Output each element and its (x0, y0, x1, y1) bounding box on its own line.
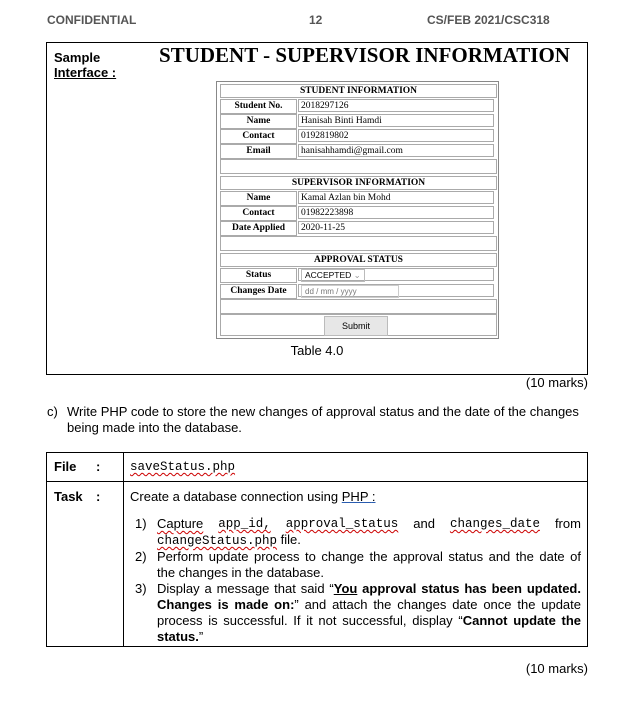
spacer-row (220, 159, 497, 174)
task-list (135, 516, 581, 645)
figure-title: STUDENT - SUPERVISOR INFORMATION (159, 43, 570, 67)
task-item-2: 2) Perform update process to change the approval status and the date of the changes in the database. (135, 549, 581, 580)
student-no-label: Student No. (220, 99, 297, 114)
student-contact-label: Contact (220, 129, 297, 144)
task-colon: : (96, 489, 101, 504)
file-colon: : (96, 459, 101, 474)
supervisor-name-value: Kamal Azlan bin Mohd (298, 191, 494, 204)
status-label: Status (220, 268, 297, 283)
page-number: 12 (309, 13, 323, 27)
file-name: saveStatus.php (130, 460, 236, 474)
marks-label-2: (10 marks) (525, 661, 588, 676)
question-text: Write PHP code to store the new changes of approval status and the date of the changes being made into the database. (67, 404, 579, 435)
task-intro: Create a database connection using PHP : (130, 489, 376, 504)
row-divider (47, 481, 587, 482)
student-supervisor-form (216, 81, 499, 339)
changes-date-label: Changes Date (220, 284, 297, 299)
student-name-label: Name (220, 114, 297, 129)
header-right: CS/FEB 2021/CSC318 (427, 13, 550, 27)
student-contact-value: 0192819802 (298, 129, 494, 142)
student-section-heading: STUDENT INFORMATION (220, 84, 497, 98)
chevron-down-icon: ⌄ (353, 270, 361, 280)
changes-date-cell (298, 284, 494, 297)
task-table (46, 452, 588, 647)
supervisor-section-heading: SUPERVISOR INFORMATION (220, 176, 497, 190)
date-applied-label: Date Applied (220, 221, 297, 236)
task-item-1: 1) Capture app_id, approval_status and changes_date from changeStatus.php file. (135, 516, 581, 548)
supervisor-contact-value: 01982223898 (298, 206, 494, 219)
status-cell (298, 268, 494, 281)
status-select[interactable]: ACCEPTED ⌄ (301, 269, 365, 282)
student-name-value: Hanisah Binti Hamdi (298, 114, 494, 127)
task-item-3: 3) Display a message that said “You approval status has been updated. Changes is made on:” and attach the changes date once the update process is successful. If it not successful, display “Cannot update the status.” (135, 581, 582, 644)
spacer-row (220, 236, 497, 251)
student-email-value: hanisahhamdi@gmail.com (298, 144, 494, 157)
changes-date-input[interactable]: dd / mm / yyyy (301, 285, 399, 298)
submit-button[interactable]: Submit (324, 316, 388, 336)
approval-section-heading: APPROVAL STATUS (220, 253, 497, 267)
question-label: c) (47, 404, 58, 419)
spacer-row (220, 299, 497, 314)
header-left: CONFIDENTIAL (47, 13, 137, 27)
supervisor-contact-label: Contact (220, 206, 297, 221)
sample-interface-box (46, 42, 588, 375)
table-caption: Table 4.0 (290, 343, 344, 358)
student-email-label: Email (220, 144, 297, 159)
date-applied-value: 2020-11-25 (298, 221, 494, 234)
file-label: File (54, 459, 77, 474)
task-label: Task (54, 489, 83, 504)
sample-label: Sample Interface : (54, 50, 117, 80)
student-no-value: 2018297126 (298, 99, 494, 112)
marks-label: (10 marks) (525, 375, 588, 390)
supervisor-name-label: Name (220, 191, 297, 206)
